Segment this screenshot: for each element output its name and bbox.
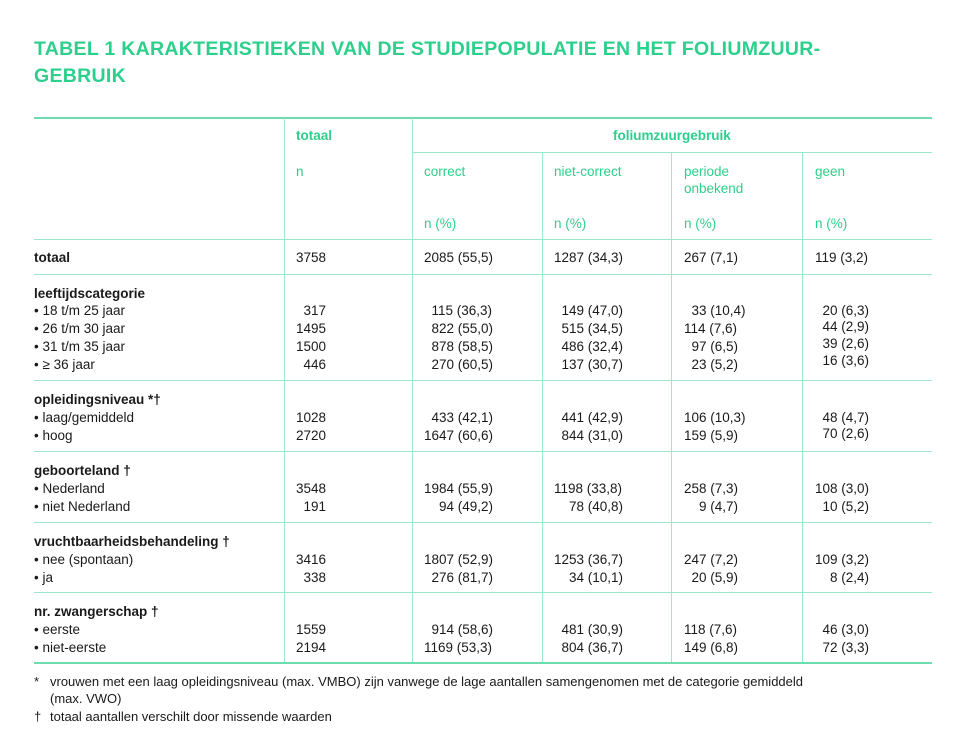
row-onbekend: 159 (5,9) (684, 428, 739, 443)
row-niet-correct: 78 (40,8) (554, 499, 624, 514)
row-label: • 26 t/m 30 jaar (34, 321, 126, 336)
col-divider-2 (412, 118, 413, 662)
row-correct: 270 (60,5) (424, 357, 494, 372)
header-geen: geen (815, 164, 846, 179)
header-npct-geen: n (%) (815, 216, 848, 231)
row-onbekend: 149 (6,8) (684, 640, 739, 655)
header-npct-niet-correct: n (%) (554, 216, 587, 231)
title-line-2: GEBRUIK (34, 65, 127, 87)
row-geen: 108 (3,0) (815, 481, 870, 496)
row-label: • 31 t/m 35 jaar (34, 339, 126, 354)
col-divider-5 (802, 153, 803, 662)
row-n: 446 (296, 357, 327, 372)
row-onbekend: 258 (7,3) (684, 481, 739, 496)
table-title (34, 36, 934, 90)
row-niet-correct: 844 (31,0) (554, 428, 624, 443)
row-label: • laag/gemiddeld (34, 410, 135, 425)
header-totaal: totaal (296, 128, 333, 143)
footnote-star-mark: * (34, 674, 40, 689)
row-correct: 276 (81,7) (424, 570, 494, 585)
group-rule-1 (34, 380, 932, 381)
row-onbekend: 97 (6,5) (684, 339, 739, 354)
group-rule-3 (34, 522, 932, 523)
row-onbekend: 33 (10,4) (684, 303, 746, 318)
row-niet-correct: 1253 (36,7) (554, 552, 624, 567)
row-label: • eerste (34, 622, 80, 637)
header-npct-correct: n (%) (424, 216, 457, 231)
col-divider-3 (542, 153, 543, 662)
totaal-correct: 2085 (55,5) (424, 250, 494, 265)
col-divider-4 (671, 153, 672, 662)
group-heading: nr. zwangerschap † (34, 604, 159, 619)
row-niet-correct: 34 (10,1) (554, 570, 624, 585)
totaal-onbekend: 267 (7,1) (684, 250, 739, 265)
row-label: • Nederland (34, 481, 105, 496)
row-correct: 822 (55,0) (424, 321, 494, 336)
title-line-1: TABEL 1 KARAKTERISTIEKEN VAN DE STUDIEPOPULATIE EN HET FOLIUMZUUR- (34, 38, 821, 60)
row-label: • nee (spontaan) (34, 552, 134, 567)
header-onbekend: onbekend (684, 181, 744, 196)
row-niet-correct: 1198 (33,8) (554, 481, 623, 496)
row-correct: 878 (58,5) (424, 339, 494, 354)
row-onbekend: 20 (5,9) (684, 570, 739, 585)
row-geen: 48 (4,7) (815, 410, 870, 425)
row-onbekend: 106 (10,3) (684, 410, 746, 425)
row-label: • hoog (34, 428, 73, 443)
header-bottom-rule (34, 239, 932, 240)
group-heading: leeftijdscategorie (34, 286, 146, 301)
row-correct: 1984 (55,9) (424, 481, 494, 496)
row-label: • ≥ 36 jaar (34, 357, 95, 372)
row-n: 1559 (296, 622, 327, 637)
row-correct: 94 (49,2) (424, 499, 494, 514)
group-heading: geboorteland † (34, 463, 131, 478)
row-n: 3416 (296, 552, 327, 567)
row-correct: 1169 (53,3) (424, 640, 493, 655)
subheader-rule (412, 152, 932, 153)
row-niet-correct: 515 (34,5) (554, 321, 624, 336)
row-onbekend: 9 (4,7) (684, 499, 739, 514)
row-geen: 16 (3,6) (815, 353, 870, 368)
row-correct: 914 (58,6) (424, 622, 494, 637)
row-onbekend: 114 (7,6) (684, 321, 738, 336)
header-foliumzuurgebruik: foliumzuurgebruik (613, 128, 731, 143)
footnote-star-text-2: (max. VWO) (50, 691, 122, 706)
group-rule-4 (34, 592, 932, 593)
totaal-n: 3758 (296, 250, 327, 265)
row-geen: 10 (5,2) (815, 499, 870, 514)
row-geen: 109 (3,2) (815, 552, 870, 567)
row-correct: 1807 (52,9) (424, 552, 494, 567)
totaal-niet-correct: 1287 (34,3) (554, 250, 624, 265)
row-label: • niet Nederland (34, 499, 131, 514)
row-geen: 46 (3,0) (815, 622, 870, 637)
row-niet-correct: 137 (30,7) (554, 357, 624, 372)
row-n: 191 (296, 499, 327, 514)
row-correct: 433 (42,1) (424, 410, 494, 425)
row-n: 3548 (296, 481, 327, 496)
row-geen: 8 (2,4) (815, 570, 870, 585)
row-label: • 18 t/m 25 jaar (34, 303, 126, 318)
row-geen: 20 (6,3) (815, 303, 870, 318)
row-onbekend: 247 (7,2) (684, 552, 739, 567)
row-n: 317 (296, 303, 327, 318)
footnote-dagger-mark: † (34, 709, 42, 724)
row-geen: 39 (2,6) (815, 336, 870, 351)
row-n: 2194 (296, 640, 327, 655)
row-onbekend: 118 (7,6) (684, 622, 738, 637)
footnote-star-text-1: vrouwen met een laag opleidingsniveau (max. VMBO) zijn vanwege de lage aantallen samengenomen met de categorie gemiddeld (50, 674, 804, 689)
row-niet-correct: 481 (30,9) (554, 622, 624, 637)
row-niet-correct: 804 (36,7) (554, 640, 624, 655)
col-divider-1 (284, 118, 285, 662)
row-correct: 115 (36,3) (424, 303, 493, 318)
group-rule-2 (34, 451, 932, 452)
row-n: 338 (296, 570, 327, 585)
totaal-geen: 119 (3,2) (815, 250, 869, 265)
header-periode: periode (684, 164, 730, 179)
row-label: • niet-eerste (34, 640, 107, 655)
header-correct: correct (424, 164, 466, 179)
row-geen: 70 (2,6) (815, 426, 870, 441)
top-rule (34, 117, 932, 119)
group-heading: vruchtbaarheidsbehandeling † (34, 534, 230, 549)
row-n: 1495 (296, 321, 327, 336)
row-label: • ja (34, 570, 53, 585)
row-n: 1028 (296, 410, 327, 425)
header-npct-onbekend: n (%) (684, 216, 717, 231)
header-niet-correct: niet-correct (554, 164, 622, 179)
row-n: 1500 (296, 339, 327, 354)
row-geen: 44 (2,9) (815, 319, 870, 334)
totaal-label: totaal (34, 250, 71, 265)
bottom-rule (34, 662, 932, 664)
row-niet-correct: 149 (47,0) (554, 303, 624, 318)
row-onbekend: 23 (5,2) (684, 357, 739, 372)
group-heading: opleidingsniveau *† (34, 392, 161, 407)
totaal-bottom-rule (34, 274, 932, 275)
row-niet-correct: 486 (32,4) (554, 339, 624, 354)
row-niet-correct: 441 (42,9) (554, 410, 624, 425)
row-correct: 1647 (60,6) (424, 428, 494, 443)
row-geen: 72 (3,3) (815, 640, 870, 655)
row-n: 2720 (296, 428, 327, 443)
footnote-dagger-text: totaal aantallen verschilt door missende waarden (50, 709, 332, 724)
header-n: n (296, 164, 304, 179)
